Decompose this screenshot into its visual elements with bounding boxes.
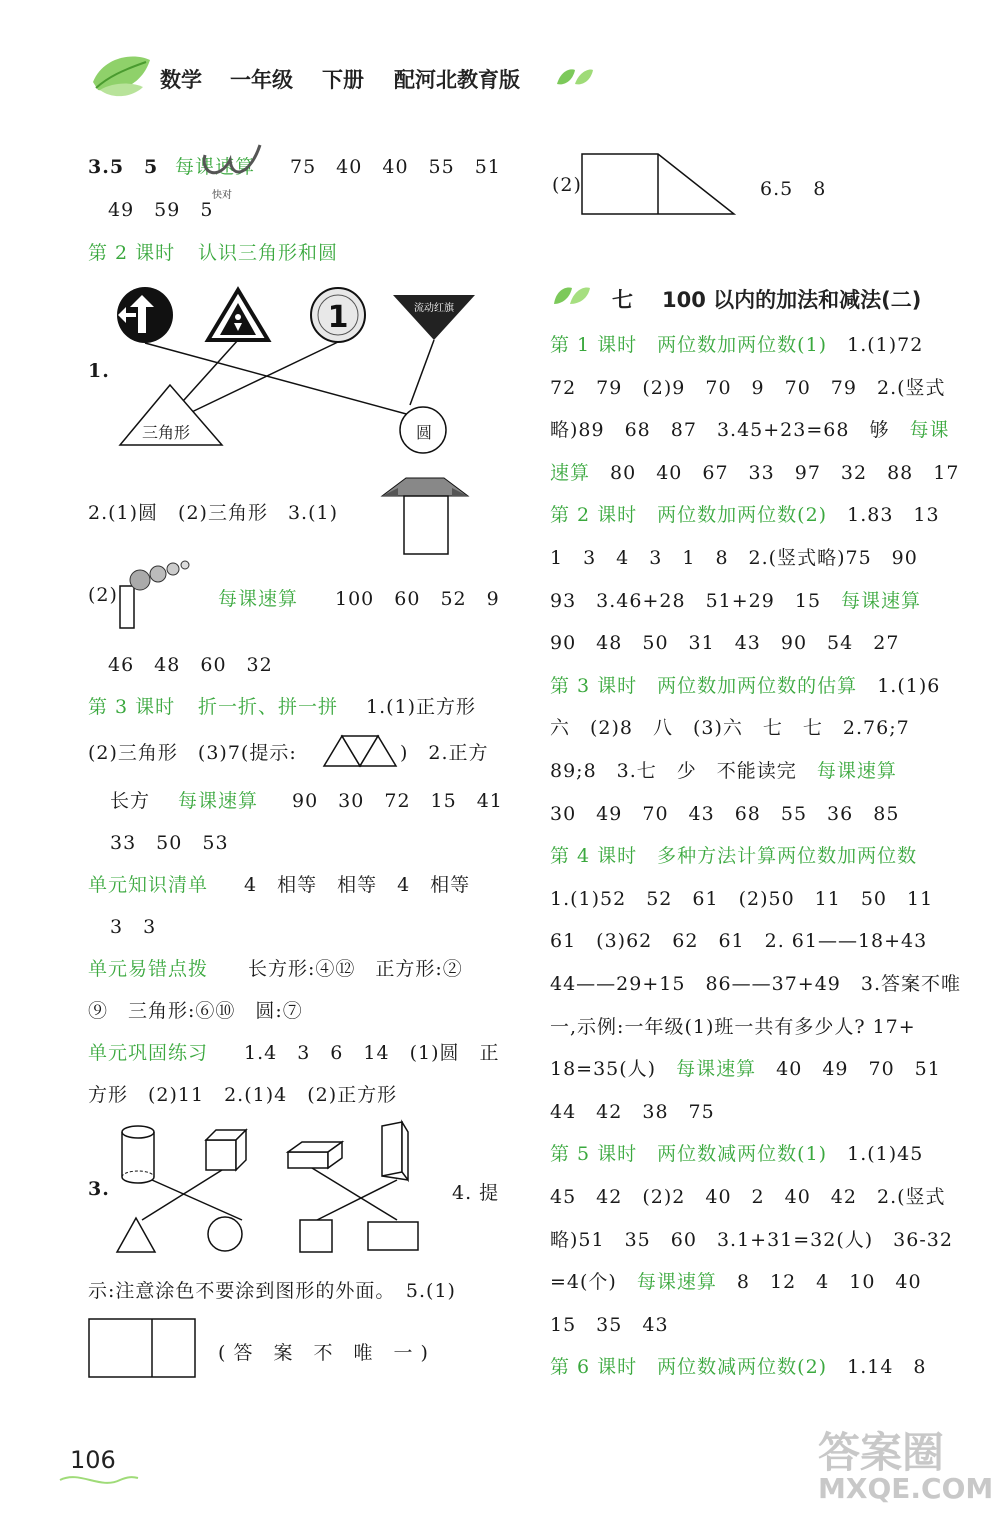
unit3-values: 1.4 3 6 14 (1)圆 正 xyxy=(244,1042,500,1064)
right-row-text: 略)89 68 87 3.45+23=68 够 xyxy=(550,419,890,441)
right-row-text: 1.14 8 xyxy=(847,1356,927,1378)
right-row xyxy=(550,458,959,485)
l2-values: 49 59 5 xyxy=(108,199,214,221)
solids-matching-diagram xyxy=(112,1122,442,1262)
right-row-text: 93 3.46+28 51+29 15 xyxy=(550,590,822,612)
right-row xyxy=(550,586,921,613)
watermark-en: MXQE.COM xyxy=(818,1472,994,1505)
right-row xyxy=(550,330,923,357)
unit3-values2: 方形 (2)11 2.(1)4 (2)正方形 xyxy=(88,1084,398,1106)
right-row xyxy=(550,1097,715,1124)
right-row xyxy=(550,884,933,911)
right-row xyxy=(550,1225,953,1252)
right-row xyxy=(550,1139,923,1166)
header-edition: 配河北教育版 xyxy=(394,68,520,92)
svg-text:1: 1 xyxy=(327,300,349,335)
right-row xyxy=(550,1267,922,1294)
right-row-text: 80 40 67 33 97 32 88 17 xyxy=(610,462,960,484)
cuboid-icon xyxy=(288,1142,342,1168)
unit3-head: 单元巩固练习 xyxy=(88,1042,209,1064)
right-row-text: 1.(1)72 xyxy=(847,334,924,356)
lesson2-head: 第 2 课时 xyxy=(88,242,176,264)
shape-triangle-label: 三角形 xyxy=(142,423,191,442)
chapter-number: 七 xyxy=(612,288,633,312)
footer-wave-icon xyxy=(60,1470,140,1490)
right-row xyxy=(550,1352,927,1379)
right-row-green: 第 6 课时 两位数减两位数(2) xyxy=(550,1356,828,1378)
l3-3-values: 90 30 72 15 41 xyxy=(292,790,503,812)
right-row xyxy=(550,671,940,698)
trapezoid-diagram xyxy=(580,152,740,218)
right-row xyxy=(550,799,899,826)
right-row xyxy=(550,1182,946,1209)
right-row-text2: 40 49 70 51 xyxy=(776,1058,941,1080)
right-row xyxy=(550,543,918,570)
unit2-head: 单元易错点拨 xyxy=(88,958,209,980)
right-row-text: 1.83 13 xyxy=(847,504,940,526)
right-row-text: 15 35 43 xyxy=(550,1314,669,1336)
right-row xyxy=(550,415,949,442)
right-row xyxy=(550,1054,941,1081)
shape-circle-label: 圆 xyxy=(416,423,433,442)
right-row-speed-calc: 每课速算 xyxy=(841,590,922,612)
red-flag-triangle-icon xyxy=(393,295,475,340)
svg-text:流动红旗: 流动红旗 xyxy=(414,303,454,314)
lesson3-head: 第 3 课时 xyxy=(88,696,176,718)
right-row-text: 45 42 (2)2 40 2 40 42 2.(竖式 xyxy=(550,1186,946,1208)
header-volume: 下册 xyxy=(322,68,364,92)
right-row-green: 第 3 课时 两位数加两位数的估算 xyxy=(550,675,858,697)
road-sign-triangle-icon xyxy=(208,290,268,340)
folded-box-diagram xyxy=(382,478,472,558)
right-row-text: 72 79 (2)9 70 9 70 79 2.(竖式 xyxy=(550,377,946,399)
right-row-text: 1.(1)52 52 61 (2)50 11 50 11 xyxy=(550,888,934,910)
chapter-leaf-icon xyxy=(552,284,592,308)
right-row-speed-calc: 每课速算 xyxy=(816,760,897,782)
cylinder-icon xyxy=(122,1126,154,1183)
right-row-text: =4(个) xyxy=(550,1271,617,1293)
lesson2-title: 认识三角形和圆 xyxy=(198,242,339,264)
unit1-values: 4 相等 相等 4 相等 xyxy=(244,874,471,896)
unit2-values: 长方形:④⑫ 正方形:② xyxy=(248,958,463,980)
l1-values: 75 40 40 55 51 xyxy=(290,156,501,178)
right-row-green: 速算 xyxy=(550,462,591,484)
right-row-text: 18=35(人) xyxy=(550,1058,657,1080)
chapter-title: 100 以内的加法和减法(二) xyxy=(662,288,922,312)
right-row xyxy=(550,713,910,740)
watermark-zh: 答案圈 xyxy=(818,1428,945,1477)
right-row xyxy=(550,628,899,655)
l3-3a: 长方 xyxy=(110,790,151,812)
unit1-head: 单元知识清单 xyxy=(88,874,209,896)
right-row xyxy=(550,756,897,783)
right-row-green: 第 4 课时 多种方法计算两位数加两位数 xyxy=(550,845,918,867)
q4-text: 4. 提 xyxy=(452,1182,500,1204)
unit2-values2: ⑨ 三角形:⑥⑩ 圆:⑦ xyxy=(88,1000,303,1022)
l-ks2-label: 每课速算 xyxy=(218,588,299,610)
lesson3-ans: 1.(1)正方形 xyxy=(366,696,477,718)
balls-and-rectangle-diagram xyxy=(118,556,198,636)
right-row-text: 89;8 3.七 少 不能读完 xyxy=(550,760,797,782)
l1-speed-calc: 每课速算 xyxy=(175,156,256,178)
right-row-green: 第 5 课时 两位数减两位数(1) xyxy=(550,1143,828,1165)
cube-icon xyxy=(206,1130,246,1170)
not-unique-note: ( 答 案 不 唯 一 ) xyxy=(218,1342,429,1364)
l-q2-text: 2.(1)圆 (2)三角形 3.(1) xyxy=(88,502,338,524)
right-row-green: 第 1 课时 两位数加两位数(1) xyxy=(550,334,828,356)
right-row-text: 44 42 38 75 xyxy=(550,1101,715,1123)
right-row xyxy=(550,841,937,868)
double-leaf-icon xyxy=(555,66,595,90)
right-row-text: 30 49 70 43 68 55 36 85 xyxy=(550,803,900,825)
right-row-speed-calc: 每课 xyxy=(909,419,950,441)
l3-3-speed: 每课速算 xyxy=(178,790,259,812)
right-row-text: 61 (3)62 62 61 2. 61——18+43 xyxy=(550,930,928,952)
l3-2a: (2)三角形 (3)7(提示: xyxy=(88,742,297,764)
right-row-text: 90 48 50 31 43 90 54 27 xyxy=(550,632,900,654)
right-row-text: 六 (2)8 八 (3)六 七 七 2.76;7 xyxy=(550,717,910,739)
right-row-text: 1 3 4 3 1 8 2.(竖式略)75 90 xyxy=(550,547,918,569)
leaf-logo-icon xyxy=(88,52,158,102)
split-rectangle-diagram xyxy=(88,1318,198,1380)
right-row xyxy=(550,373,946,400)
header-subject: 数学 xyxy=(160,68,202,92)
r0-answer: 6.5 8 xyxy=(760,178,827,200)
right-row xyxy=(550,1012,916,1039)
l-ks2-values: 100 60 52 9 xyxy=(335,588,500,610)
right-row-text: 一,示例:一年级(1)班一共有多少人? 17+ xyxy=(550,1016,916,1038)
l3-4-values: 33 50 53 xyxy=(110,832,229,854)
right-row-text: 44——29+15 86——37+49 3.答案不唯 xyxy=(550,973,962,995)
road-sign-circle-icon xyxy=(117,287,173,343)
right-row xyxy=(550,969,961,996)
q3-num: 3. xyxy=(88,1178,110,1200)
tip-text: 示:注意涂色不要涂到图形的外面。 5.(1) xyxy=(88,1280,456,1302)
hand-note: 快对 xyxy=(212,190,232,201)
header-grade: 一年级 xyxy=(230,68,293,92)
right-row-text: 1.(1)45 xyxy=(847,1143,924,1165)
q1-num: 1. xyxy=(88,360,110,382)
right-row xyxy=(550,1310,669,1337)
right-row-text2: 8 12 4 10 40 xyxy=(736,1271,922,1293)
l-ks2-values2: 46 48 60 32 xyxy=(108,654,273,676)
triangles-hint-diagram xyxy=(322,734,402,770)
right-row-text: 1.(1)6 xyxy=(877,675,941,697)
lesson3-title: 折一折、拼一拼 xyxy=(198,696,339,718)
r0-label: (2) xyxy=(552,174,582,196)
right-row-speed-calc: 每课速算 xyxy=(676,1058,757,1080)
page-number: 106 xyxy=(70,1446,116,1474)
triangular-prism-icon xyxy=(382,1122,408,1180)
l-q2-2-label: (2) xyxy=(88,584,118,606)
unit1-values2: 3 3 xyxy=(110,916,157,938)
coin-icon xyxy=(311,288,365,342)
l3-2b: ) 2.正方 xyxy=(400,742,489,764)
right-row-speed-calc: 每课速算 xyxy=(636,1271,717,1293)
right-row xyxy=(550,500,940,527)
l1-text: 3.5 5 xyxy=(88,156,159,178)
right-row-green: 第 2 课时 两位数加两位数(2) xyxy=(550,504,828,526)
right-row-text: 略)51 35 60 3.1+31=32(人) 36-32 xyxy=(550,1229,953,1251)
right-row xyxy=(550,926,927,953)
